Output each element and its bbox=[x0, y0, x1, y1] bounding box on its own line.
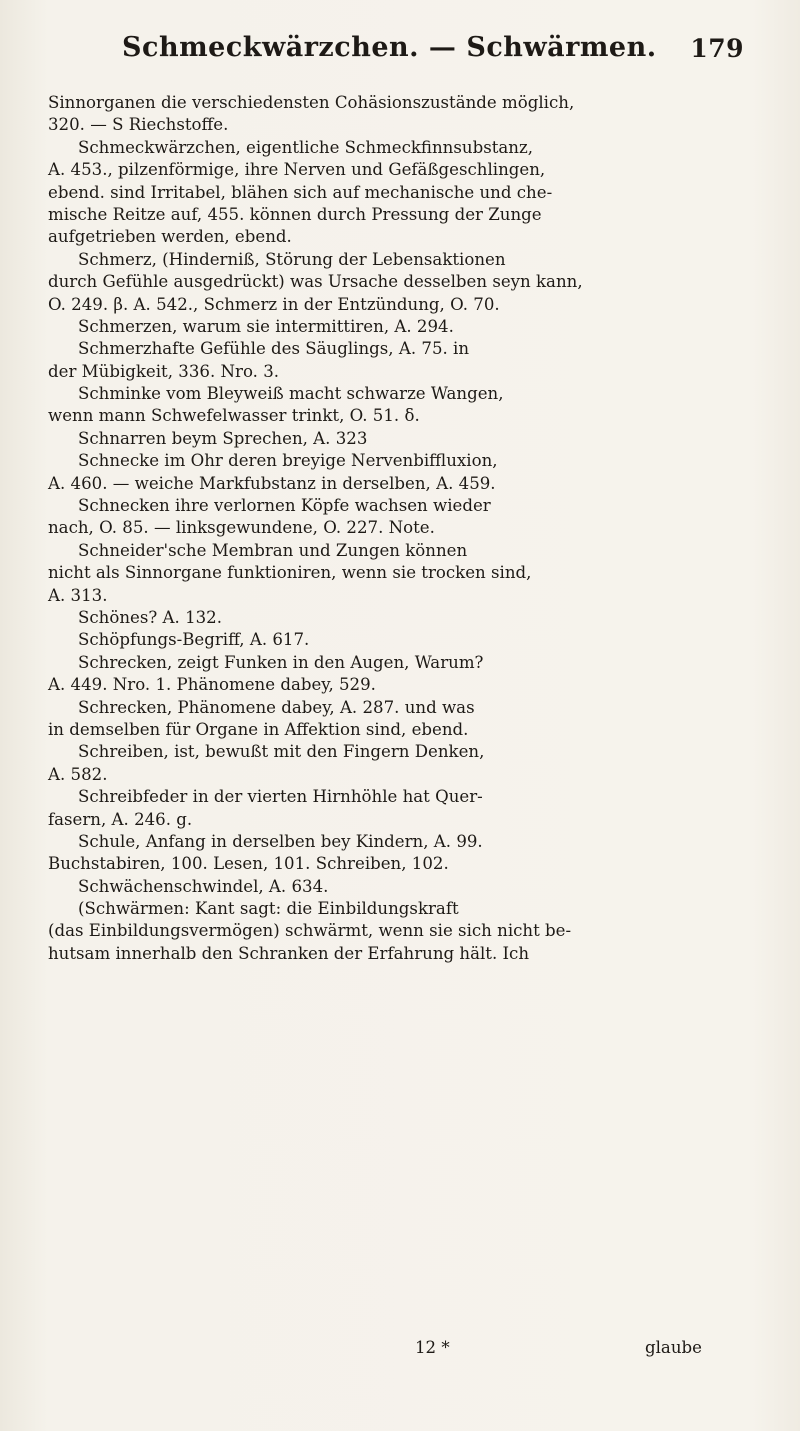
text-line: der Mübigkeit, 336. Nro. 3. bbox=[48, 361, 280, 381]
text-line: Schreibfeder in der vierten Hirnhöhle hat Quer- bbox=[78, 787, 483, 807]
text-line: fasern, A. 246. g. bbox=[48, 809, 193, 829]
header-title: Schmeckwärzchen. — Schwärmen. bbox=[122, 32, 657, 63]
text-line: Schrecken, Phänomene dabey, A. 287. und was bbox=[78, 697, 475, 717]
signature-mark: 12 * bbox=[415, 1338, 450, 1357]
text-line: aufgetrieben werden, ebend. bbox=[48, 227, 292, 247]
text-line: Buchstabiren, 100. Lesen, 101. Schreiben, 102. bbox=[48, 854, 449, 874]
text-line: Schönes? A. 132. bbox=[78, 607, 223, 627]
text-line: A. 449. Nro. 1. Phänomene dabey, 529. bbox=[48, 675, 376, 695]
text-line: Schmerzen, warum sie intermittiren, A. 294. bbox=[78, 316, 454, 336]
text-line: Schule, Anfang in derselben bey Kindern, A. 99. bbox=[78, 831, 483, 851]
text-line: Schmerzhafte Gefühle des Säuglings, A. 75. in bbox=[78, 339, 470, 359]
text-line: Schöpfungs-Begriff, A. 617. bbox=[78, 630, 310, 650]
text-line: (das Einbildungsvermögen) schwärmt, wenn sie sich nicht be- bbox=[48, 921, 572, 941]
text-line: wenn mann Schwefelwasser trinkt, O. 51. δ. bbox=[48, 406, 420, 426]
text-line: Schreiben, ist, bewußt mit den Fingern Denken, bbox=[78, 742, 485, 762]
text-line: Schrecken, zeigt Funken in den Augen, Warum? bbox=[78, 652, 484, 672]
text-line: Schnecken ihre verlornen Köpfe wachsen wieder bbox=[78, 496, 491, 516]
text-line: nach, O. 85. — linksgewundene, O. 227. Note. bbox=[48, 518, 435, 538]
text-line: hutsam innerhalb den Schranken der Erfahrung hält. Ich bbox=[48, 943, 530, 963]
text-line: Schwächenschwindel, A. 634. bbox=[78, 876, 329, 896]
text-line: 320. — S Riechstoffe. bbox=[48, 115, 229, 135]
text-line: A. 453., pilzenförmige, ihre Nerven und Gefäßgeschlingen, bbox=[48, 160, 546, 180]
text-line: Schnecke im Ohr deren breyige Nervenbiffluxion, bbox=[78, 451, 498, 471]
text-line: A. 582. bbox=[48, 764, 108, 784]
text-line: Schmeckwärzchen, eigentliche Schmeckfinnsubstanz, bbox=[78, 137, 533, 157]
text-line: Schneider'sche Membran und Zungen können bbox=[78, 540, 468, 560]
text-line: in demselben für Organe in Affektion sind, ebend. bbox=[48, 719, 469, 739]
page-number: 179 bbox=[690, 34, 744, 63]
text-line: Schminke vom Bleyweiß macht schwarze Wangen, bbox=[78, 384, 504, 404]
text-line: nicht als Sinnorgane funktioniren, wenn sie trocken sind, bbox=[48, 563, 532, 583]
text-line: Sinnorganen die verschiedensten Cohäsionszustände möglich, bbox=[48, 93, 575, 112]
index-text bbox=[48, 92, 768, 965]
catchword: glaube bbox=[645, 1338, 702, 1357]
text-line: Schmerz, (Hinderniß, Störung der Lebensaktionen bbox=[78, 249, 506, 269]
text-line: Schnarren beym Sprechen, A. 323 bbox=[78, 428, 368, 448]
text-line: O. 249. β. A. 542., Schmerz in der Entzündung, O. 70. bbox=[48, 294, 500, 314]
text-line: mische Reitze auf, 455. können durch Pressung der Zunge bbox=[48, 204, 542, 224]
text-line: A. 460. — weiche Markfubstanz in derselben, A. 459. bbox=[48, 473, 496, 493]
text-line: A. 313. bbox=[48, 585, 108, 605]
text-line: ebend. sind Irritabel, blähen sich auf mechanische und che- bbox=[48, 182, 553, 202]
running-header bbox=[70, 30, 744, 70]
text-line: (Schwärmen: Kant sagt: die Einbildungskraft bbox=[78, 899, 459, 919]
text-line: durch Gefühle ausgedrückt) was Ursache desselben seyn kann, bbox=[48, 272, 583, 292]
